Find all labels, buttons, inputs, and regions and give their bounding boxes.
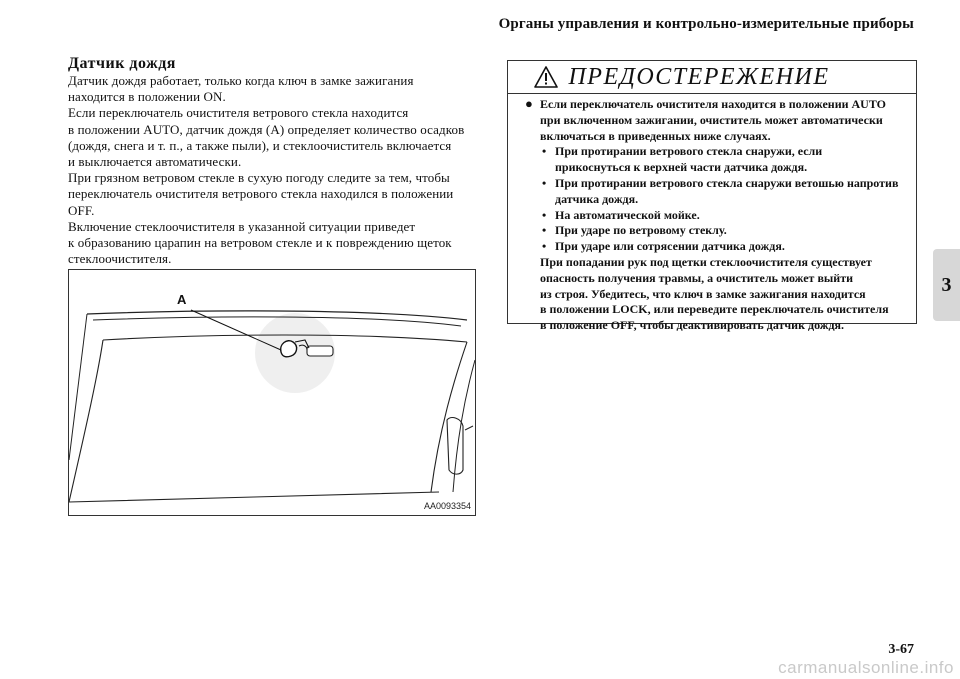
warning-body [508,94,916,334]
body-line: Датчик дождя работает, только когда ключ в замке зажигания [68,73,414,88]
bullet-icon: • [542,239,547,254]
body-line: Если переключатель очистителя ветрового стекла находится [68,105,409,121]
body-line: к образованию царапин на ветровом стекле и к повреждению щеток [68,235,452,251]
warning-bullet: • На автоматической мойке. [542,207,700,222]
warning-main-item-line: включаться в приведенных ниже случаях. [540,128,771,143]
body-line: и выключается автоматически. [68,154,242,170]
body-line: стеклоочистителя. [68,251,172,267]
warning-closing-line: опасность получения травмы, а очиститель может выйти [540,270,854,285]
warning-triangle-icon [534,66,558,88]
warning-main-item: ● Если переключатель очистителя находится в положении AUTO [525,96,886,111]
bullet-dot-icon: ● [525,96,533,111]
warning-closing-line: в положении LOCK, или переведите переключатель очистителя [540,302,889,317]
chapter-tab[interactable]: 3 [933,249,960,321]
warning-bullet: • При протирании ветрового стекла снаружи ветошью напротив [542,175,899,190]
body-line: OFF. [68,202,95,218]
dashboard-line [69,492,439,502]
warning-main-item-line: при включенном зажигании, очиститель может автоматически [540,112,883,127]
warning-closing-line: При попадании рук под щетки стеклоочистителя существует [540,254,872,269]
figure-code: AA0093354 [423,501,471,511]
windshield-illustration [68,269,476,516]
section-heading: Датчик дождя [68,55,176,72]
bullet-icon: • [542,207,547,222]
warning-bullet: • При ударе по ветровому стеклу. [542,223,727,238]
rearview-mirror [307,346,333,356]
right-door-frame [453,360,475,492]
callout-label-a: A [177,292,187,307]
body-line: в положении AUTO, датчик дождя (A) определяет количество осадков [68,121,465,137]
bullet-icon: • [542,144,547,159]
warning-title: ПРЕДОСТЕРЕЖЕНИЕ [568,63,830,90]
watermark: carmanualsonline.info [778,658,954,677]
body-line: Включение стеклоочистителя в указанной ситуации приведет [68,218,416,234]
rain-sensor-icon [281,341,297,357]
warning-bullet: • При ударе или сотрясении датчика дождя. [542,239,785,254]
body-line: При грязном ветровом стекле в сухую погоду следите за тем, чтобы [68,170,450,186]
body-line: находится в положении ON. [68,89,226,105]
warning-bullet-line: прикоснуться к верхней части датчика дождя. [555,160,808,175]
warning-closing-line: в положение OFF, чтобы деактивировать датчик дождя. [540,318,845,333]
bullet-icon: • [542,175,547,190]
page-number: 3-67 [888,642,914,657]
bullet-icon: • [542,223,547,238]
warning-bullet: • При протирании ветрового стекла снаружи, если [542,144,823,159]
windshield-drawing [69,270,475,515]
warning-box [507,60,917,333]
warning-bullet-line: датчика дождя. [555,191,639,206]
door-trim-line [465,426,473,430]
body-line: (дождя, снега и т. п., а также пыли), и стеклоочиститель включается [68,137,452,153]
body-line: переключатель очистителя ветрового стекла находился в положении [68,186,454,202]
warning-header [508,61,916,94]
warning-closing-line: из строя. Убедитесь, что ключ в замке зажигания находится [540,286,866,301]
body-text [68,73,488,267]
left-a-pillar-outer [69,314,87,460]
page-header-title: Органы управления и контрольно-измерительные приборы [498,16,914,32]
